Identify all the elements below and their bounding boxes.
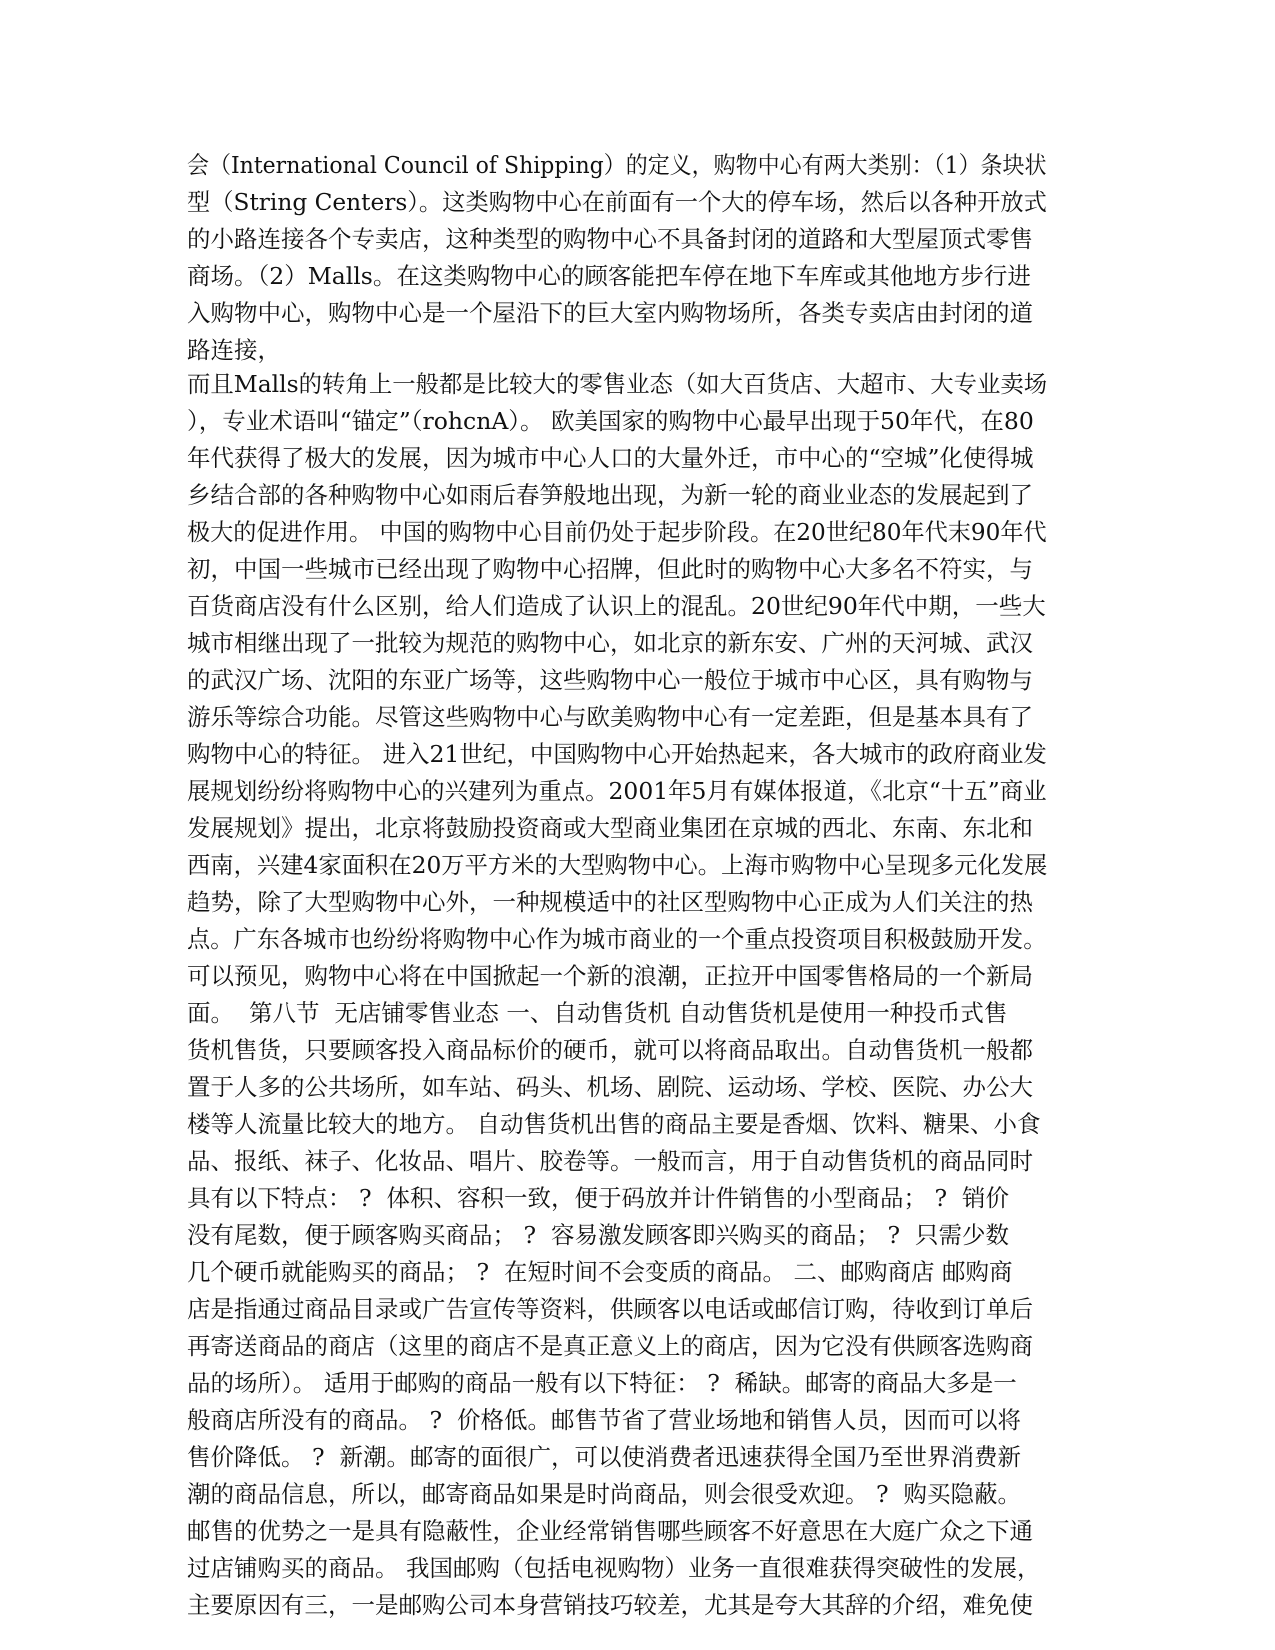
text-line: 趋势，除了大型购物中心外，一种规模适中的社区型购物中心正成为人们关注的热 (187, 888, 1033, 916)
text-line: 的武汉广场、沈阳的东亚广场等，这些购物中心一般位于城市中心区，具有购物与 (187, 666, 1033, 694)
paragraph-1 (187, 147, 1087, 369)
text-line: 置于人多的公共场所，如车站、码头、机场、剧院、运动场、学校、医院、办公大 (187, 1073, 1033, 1101)
text-line: 邮售的优势之一是具有隐蔽性，企业经常销售哪些顾客不好意思在大庭广众之下通 (187, 1517, 1033, 1545)
text-line: 百货商店没有什么区别，给人们造成了认识上的混乱。20世纪90年代中期，一些大 (187, 592, 1046, 620)
text-line: 品的场所）。 适用于邮购的商品一般有以下特征： ? 稀缺。邮寄的商品大多是一 (187, 1369, 1017, 1397)
text-line: 入购物中心，购物中心是一个屋沿下的巨大室内购物场所，各类专卖店由封闭的道 (187, 299, 1033, 327)
text-line: 年代获得了极大的发展，因为城市中心人口的大量外迁，市中心的“空城”化使得城 (187, 444, 1034, 472)
text-line: 乡结合部的各种购物中心如雨后春笋般地出现，为新一轮的商业业态的发展起到了 (187, 481, 1033, 509)
text-line: 潮的商品信息，所以，邮寄商品如果是时尚商品，则会很受欢迎。 ? 购买隐蔽。 (187, 1480, 1022, 1508)
text-line: 发展规划》提出，北京将鼓励投资商或大型商业集团在京城的西北、东南、东北和 (187, 814, 1033, 842)
text-line: 几个硬币就能购买的商品； ? 在短时间不会变质的商品。 二、邮购商店 邮购商 (187, 1258, 1013, 1286)
text-line: 展规划纷纷将购物中心的兴建列为重点。2001年5月有媒体报道，《北京“十五”商业 (187, 777, 1047, 805)
text-line: 过店铺购买的商品。 我国邮购（包括电视购物）业务一直很难获得突破性的发展， (187, 1554, 1041, 1582)
text-line: 游乐等综合功能。尽管这些购物中心与欧美购物中心有一定差距，但是基本具有了 (187, 703, 1033, 731)
text-line: 路连接， (187, 336, 281, 364)
text-line: 初，中国一些城市已经出现了购物中心招牌，但此时的购物中心大多名不符实，与 (187, 555, 1033, 583)
text-line: 型（String Centers）。这类购物中心在前面有一个大的停车场，然后以各种开放式 (187, 188, 1047, 216)
text-line: 的小路连接各个专卖店，这种类型的购物中心不具备封闭的道路和大型屋顶式零售 (187, 225, 1033, 253)
text-line: 再寄送商品的商店（这里的商店不是真正意义上的商店，因为它没有供顾客选购商 (187, 1332, 1033, 1360)
paragraph-2 (187, 366, 1087, 1624)
text-line: 购物中心的特征。 进入21世纪，中国购物中心开始热起来，各大城市的政府商业发 (187, 740, 1047, 768)
text-line: 西南，兴建4家面积在20万平方米的大型购物中心。上海市购物中心呈现多元化发展 (187, 851, 1048, 879)
text-line: 主要原因有三，一是邮购公司本身营销技巧较差，尤其是夸大其辞的介绍，难免使 (187, 1591, 1033, 1619)
text-line: 般商店所没有的商品。 ? 价格低。邮售节省了营业场地和销售人员，因而可以将 (187, 1406, 1022, 1434)
text-line: 极大的促进作用。 中国的购物中心目前仍处于起步阶段。在20世纪80年代末90年代 (187, 518, 1047, 546)
text-line: 售价降低。 ? 新潮。邮寄的面很广，可以使消费者迅速获得全国乃至世界消费新 (187, 1443, 1022, 1471)
text-line: 店是指通过商品目录或广告宣传等资料，供顾客以电话或邮信订购，待收到订单后 (187, 1295, 1033, 1323)
text-line: ），专业术语叫“锚定”（rohcnA）。 欧美国家的购物中心最早出现于50年代，在80 (187, 407, 1034, 435)
text-line: 会（International Council of Shipping）的定义，购物中心有两大类别：（1）条块状 (187, 151, 1047, 179)
text-line: 城市相继出现了一批较为规范的购物中心，如北京的新东安、广州的天河城、武汉 (187, 629, 1033, 657)
text-line: 商场。（2）Malls。在这类购物中心的顾客能把车停在地下车库或其他地方步行进 (187, 262, 1031, 290)
text-line: 货机售货，只要顾客投入商品标价的硬币，就可以将商品取出。自动售货机一般都 (187, 1036, 1033, 1064)
text-line: 品、报纸、袜子、化妆品、唱片、胶卷等。一般而言，用于自动售货机的商品同时 (187, 1147, 1033, 1175)
text-line: 面。 第八节 无店铺零售业态 一、自动售货机 自动售货机是使用一种投币式售 (187, 999, 1008, 1027)
text-line: 具有以下特点： ? 体积、容积一致，便于码放并计件销售的小型商品； ? 销价 (187, 1184, 1010, 1212)
text-line: 楼等人流量比较大的地方。 自动售货机出售的商品主要是香烟、饮料、糖果、小食 (187, 1110, 1041, 1138)
text-line: 可以预见，购物中心将在中国掀起一个新的浪潮，正拉开中国零售格局的一个新局 (187, 962, 1033, 990)
text-line: 点。广东各城市也纷纷将购物中心作为城市商业的一个重点投资项目积极鼓励开发。 (187, 925, 1047, 953)
text-line: 没有尾数，便于顾客购买商品； ? 容易激发顾客即兴购买的商品； ? 只需少数 (187, 1221, 1010, 1249)
text-line: 而且Malls的转角上一般都是比较大的零售业态（如大百货店、大超市、大专业卖场 (187, 370, 1048, 398)
